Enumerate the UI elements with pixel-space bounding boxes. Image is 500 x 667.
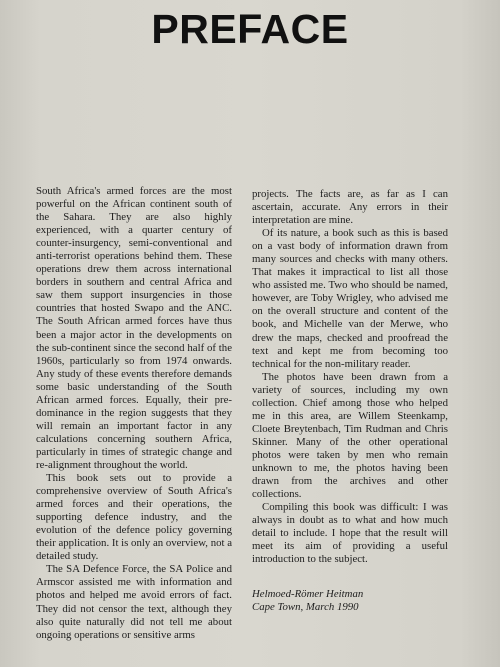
right-column	[252, 188, 448, 614]
author-signature	[252, 588, 448, 614]
author-name: Helmoed-Römer Heitman	[252, 588, 364, 601]
page-title: PREFACE	[151, 6, 349, 52]
paragraph: Compiling this book was difficult: I was always in doubt as to what and how much detail to include. I hope that the result will meet its aim of providing a useful introduction to the subject.	[252, 501, 448, 566]
paragraph: The SA Defence Force, the SA Police and Armscor assisted me with information and photos and helped me avoid errors of fact. They did not censor the text, although they also quite naturally did not tell me about ongoing operations or sensitive arms	[36, 563, 232, 641]
place-date: Cape Town, March 1990	[252, 601, 359, 614]
paragraph: South Africa's armed forces are the most powerful on the African continent south of the Sahara. They are also highly experienced, with a quarter century of counter-insurgency, semi-conventional and anti-terrorist operations behind them. These operations drew them across international borders in southern and central Africa and saw them support insurgencies in those countries that hosted Swapo and the ANC. The South African armed forces have thus been a major actor in the developments on the sub-continent since the second half of the 1960s, particularly so from 1974 onwards. Any study of these events therefore demands some basic understanding of the South African armed forces. Equally, their pre-dominance in the region suggests that they will remain an important factor in any calculations concerning southern Africa, particularly in times of strategic change and re-alignment throughout the world.	[36, 185, 232, 471]
paragraph: The photos have been drawn from a variety of sources, including my own collection. Chief among those who helped me in this area, are Willem Steenkamp, Cloete Breytenbach, Tim Rudman and Chris Skinner. Many of the other operational photos were taken by men who remain unknown to me, the photos having been drawn from the archives and other collections.	[252, 370, 448, 501]
paragraph: This book sets out to provide a comprehensive overview of South Africa's armed forces and their operations, the supporting defence industry, and the evolution of the defence policy governing their application. It is only an overview, not a detailed study.	[36, 472, 232, 563]
paragraph: Of its nature, a book such as this is based on a vast body of information drawn from many sources and checks with many others. That makes it impractical to list all those who assisted me. Two who should be named, however, are Toby Wrigley, who advised me on the overall structure and content of the book, and Michelle van der Merwe, who drew the maps, checked and proofread the text and kept me from becoming too technical for the non-military reader.	[252, 227, 448, 370]
paragraph: projects. The facts are, as far as I can ascertain, accurate. Any errors in their interpretation are mine.	[252, 188, 448, 227]
left-column	[36, 185, 232, 642]
